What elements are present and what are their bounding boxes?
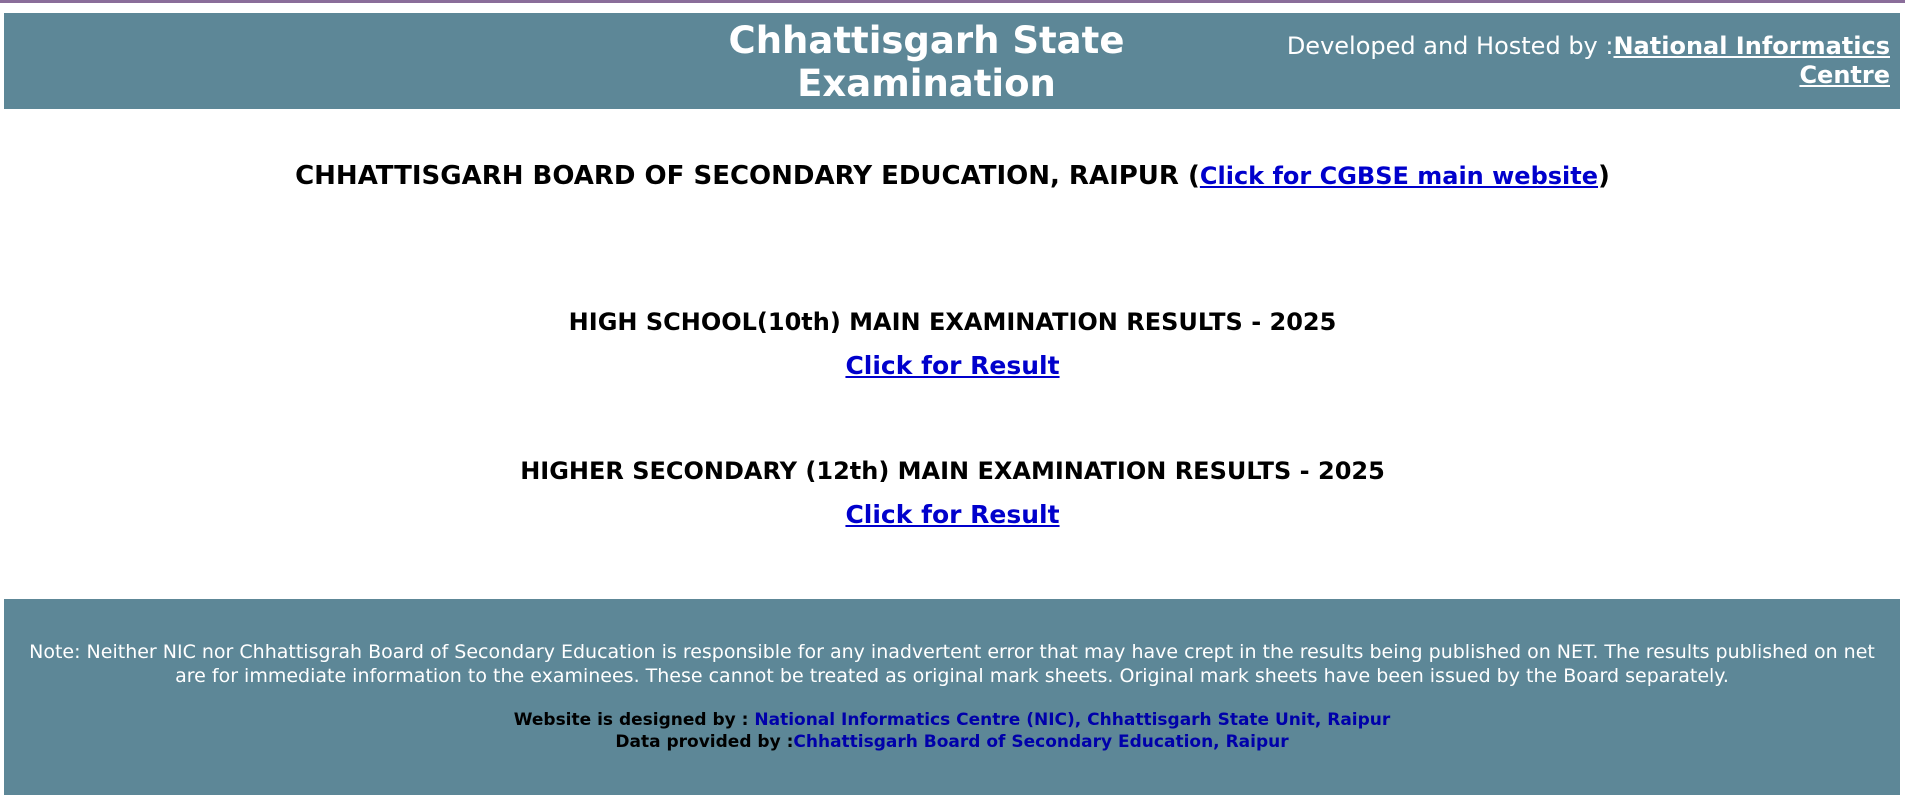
data-provided-prefix: Data provided by : — [615, 732, 794, 752]
designed-by-prefix: Website is designed by : — [513, 710, 755, 730]
exam-title-10th: HIGH SCHOOL(10th) MAIN EXAMINATION RESULTS - 2025 — [568, 308, 1337, 336]
header-credit-prefix: Developed and Hosted by : — [1286, 32, 1614, 60]
result-link-10th[interactable]: Click for Result — [845, 351, 1060, 380]
result-link-12th[interactable]: Click for Result — [845, 500, 1060, 529]
exam-block-10th — [0, 306, 1905, 382]
board-name: CHHATTISGARH BOARD OF SECONDARY EDUCATION, RAIPUR — [295, 161, 1179, 191]
footer — [4, 599, 1900, 795]
designed-by-line — [4, 709, 1900, 731]
page-title — [604, 19, 1249, 148]
header-credit — [1270, 32, 1890, 90]
data-provided-line — [4, 731, 1900, 753]
cgbse-data-link[interactable]: Chhattisgarh Board of Secondary Education, Raipur — [793, 732, 1289, 752]
page-title-line1: Chhattisgarh State Examination — [728, 19, 1125, 105]
exam-block-12th — [0, 455, 1905, 531]
header-banner — [4, 13, 1900, 148]
top-rule — [0, 0, 1905, 3]
board-open-paren: ( — [1178, 161, 1200, 191]
board-heading — [0, 158, 1905, 194]
board-close-paren: ) — [1598, 161, 1610, 191]
cgbse-website-link[interactable]: Click for CGBSE main website — [1199, 162, 1599, 190]
exam-title-12th: HIGHER SECONDARY (12th) MAIN EXAMINATION RESULTS - 2025 — [520, 457, 1385, 485]
disclaimer-note: Note: Neither NIC nor Chhattisgrah Board of Secondary Education is responsible for any inadvertent error that may have crept in the results being published on NET. The results published on net are for immediate information to the examinees. These cannot be treated as original mark sheets. Original mark sheets have been issued by the Board separately. — [29, 641, 1875, 687]
footer-credits — [4, 709, 1900, 753]
nic-link[interactable]: National Informatics Centre — [1613, 32, 1890, 89]
nic-unit-link[interactable]: National Informatics Centre (NIC), Chhattisgarh State Unit, Raipur — [754, 710, 1391, 730]
page-title-line2: Results — [849, 105, 1004, 148]
